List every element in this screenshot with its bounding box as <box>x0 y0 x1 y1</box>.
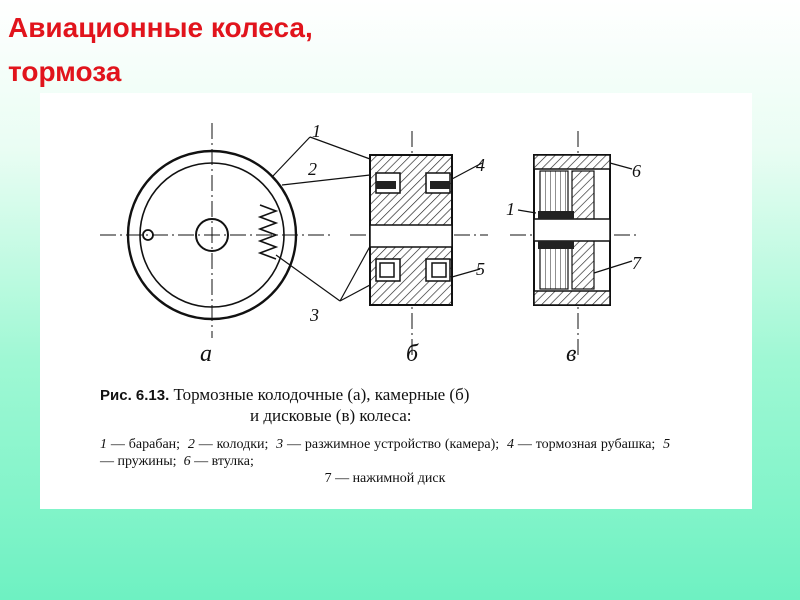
legend-text: барабан; <box>128 437 181 452</box>
callout-c-1: 1 <box>506 199 515 219</box>
view-c-disc-brake <box>510 131 640 355</box>
view-label-a: а <box>200 341 212 367</box>
legend-text: разжимное устройство (камера); <box>304 437 500 452</box>
figure-caption <box>100 385 670 487</box>
callout-c-7: 7 <box>632 253 641 273</box>
view-b-chamber-brake <box>350 131 488 355</box>
legend-text: втулка; <box>211 454 254 469</box>
legend-text: пружины; <box>117 454 177 469</box>
legend-text: тормозная рубашка; <box>535 437 656 452</box>
expander-spring <box>260 205 276 259</box>
hub-bushing <box>534 219 610 241</box>
slide-title-line-1: Авиационные колеса, <box>8 12 313 43</box>
slide-title-line-2: тормоза <box>8 56 122 87</box>
legend-num: 4 <box>506 437 514 452</box>
figure-panel <box>40 93 752 509</box>
caption-legend: 1 — барабан; 2 — колодки; 3 — разжимное устройство (камера); 4 — тормозная рубашка; 5 — пружины; 6 — втулка; <box>100 437 671 469</box>
view-a-shoe-brake <box>100 123 396 338</box>
view-label-b: б <box>406 341 419 367</box>
legend-text: нажимной диск <box>352 471 446 486</box>
legend-num: 6 <box>183 454 191 469</box>
legend-num: 3 <box>276 437 284 452</box>
callout-a-2: 2 <box>308 159 317 179</box>
caption-legend-last: 7 — нажимной диск <box>324 471 446 486</box>
axle-bore <box>370 225 452 247</box>
brake-jacket-left <box>376 181 396 189</box>
legend-text: колодки; <box>216 437 269 452</box>
callout-b-4: 4 <box>476 155 485 175</box>
view-label-c: в <box>566 341 577 367</box>
caption-text-line-2: и дисковые (в) колеса: <box>250 406 412 425</box>
callout-b-5: 5 <box>476 259 485 279</box>
legend-num: 1 <box>100 437 107 452</box>
caption-figure-number: Рис. 6.13. <box>100 387 170 404</box>
slide-title <box>8 6 313 94</box>
legend-num: 7 <box>324 471 332 486</box>
legend-num: 5 <box>663 437 671 452</box>
callout-a-3: 3 <box>310 305 319 325</box>
caption-text-line-1: Тормозные колодочные (а), камерные (б) <box>173 385 470 404</box>
legend-num: 2 <box>187 437 195 452</box>
callout-c-6: 6 <box>632 161 641 181</box>
caption-heading <box>100 385 670 406</box>
brake-jacket-right <box>430 181 450 189</box>
callout-a-1: 1 <box>312 121 321 141</box>
